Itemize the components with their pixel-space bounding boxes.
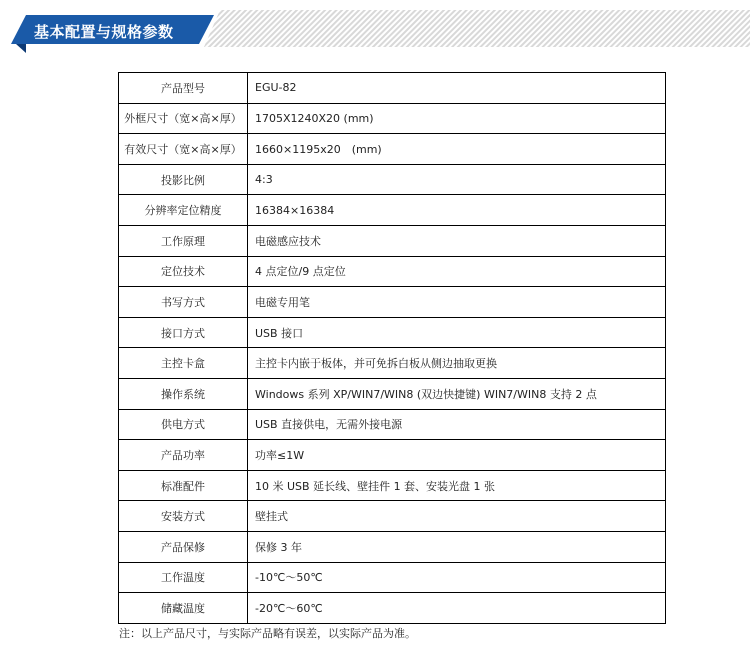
spec-label: 投影比例 <box>119 164 248 195</box>
spec-value: -10℃～50℃ <box>248 562 666 593</box>
spec-row <box>119 348 666 379</box>
spec-row <box>119 317 666 348</box>
spec-value: 16384×16384 <box>248 195 666 226</box>
spec-row <box>119 378 666 409</box>
spec-label: 产品型号 <box>119 73 248 104</box>
spec-label: 产品保修 <box>119 531 248 562</box>
spec-label: 工作原理 <box>119 225 248 256</box>
spec-label: 分辨率定位精度 <box>119 195 248 226</box>
spec-value: 电磁专用笔 <box>248 287 666 318</box>
spec-row <box>119 440 666 471</box>
spec-row <box>119 593 666 624</box>
footnote: 注：以上产品尺寸，与实际产品略有误差，以实际产品为准。 <box>119 627 416 640</box>
spec-label: 储藏温度 <box>119 593 248 624</box>
spec-row <box>119 470 666 501</box>
spec-value: 壁挂式 <box>248 501 666 532</box>
spec-row <box>119 73 666 104</box>
spec-value: 主控卡内嵌于板体，并可免拆白板从侧边抽取更换 <box>248 348 666 379</box>
spec-label: 接口方式 <box>119 317 248 348</box>
spec-value: USB 直接供电，无需外接电源 <box>248 409 666 440</box>
spec-table <box>118 72 666 624</box>
spec-label: 书写方式 <box>119 287 248 318</box>
spec-row <box>119 501 666 532</box>
spec-row <box>119 103 666 134</box>
spec-value: USB 接口 <box>248 317 666 348</box>
spec-label: 有效尺寸（宽×高×厚） <box>119 134 248 165</box>
spec-value: 10 米 USB 延长线、壁挂件 1 套、安装光盘 1 张 <box>248 470 666 501</box>
spec-value: 1660×1195x20 (mm) <box>248 134 666 165</box>
spec-row <box>119 225 666 256</box>
page-title: 基本配置与规格参数 <box>34 23 174 41</box>
spec-value: -20℃～60℃ <box>248 593 666 624</box>
spec-value: 电磁感应技术 <box>248 225 666 256</box>
spec-label: 定位技术 <box>119 256 248 287</box>
spec-label: 操作系统 <box>119 378 248 409</box>
spec-value: 1705X1240X20 (mm) <box>248 103 666 134</box>
spec-row <box>119 195 666 226</box>
spec-value: EGU-82 <box>248 73 666 104</box>
spec-label: 产品功率 <box>119 440 248 471</box>
spec-value: 4 点定位/9 点定位 <box>248 256 666 287</box>
spec-label: 工作温度 <box>119 562 248 593</box>
section-header <box>0 0 750 60</box>
spec-value: Windows 系列 XP/WIN7/WIN8 (双边快捷键) WIN7/WIN8 支持 2 点 <box>248 378 666 409</box>
spec-row <box>119 256 666 287</box>
spec-row <box>119 531 666 562</box>
spec-row <box>119 409 666 440</box>
spec-row <box>119 134 666 165</box>
spec-value: 功率≤1W <box>248 440 666 471</box>
banner-fold-corner <box>16 44 26 53</box>
spec-value: 保修 3 年 <box>248 531 666 562</box>
spec-row <box>119 164 666 195</box>
spec-label: 外框尺寸（宽×高×厚） <box>119 103 248 134</box>
spec-row <box>119 562 666 593</box>
spec-label: 供电方式 <box>119 409 248 440</box>
spec-row <box>119 287 666 318</box>
spec-label: 主控卡盒 <box>119 348 248 379</box>
spec-value: 4:3 <box>248 164 666 195</box>
spec-label: 安装方式 <box>119 501 248 532</box>
spec-label: 标准配件 <box>119 470 248 501</box>
